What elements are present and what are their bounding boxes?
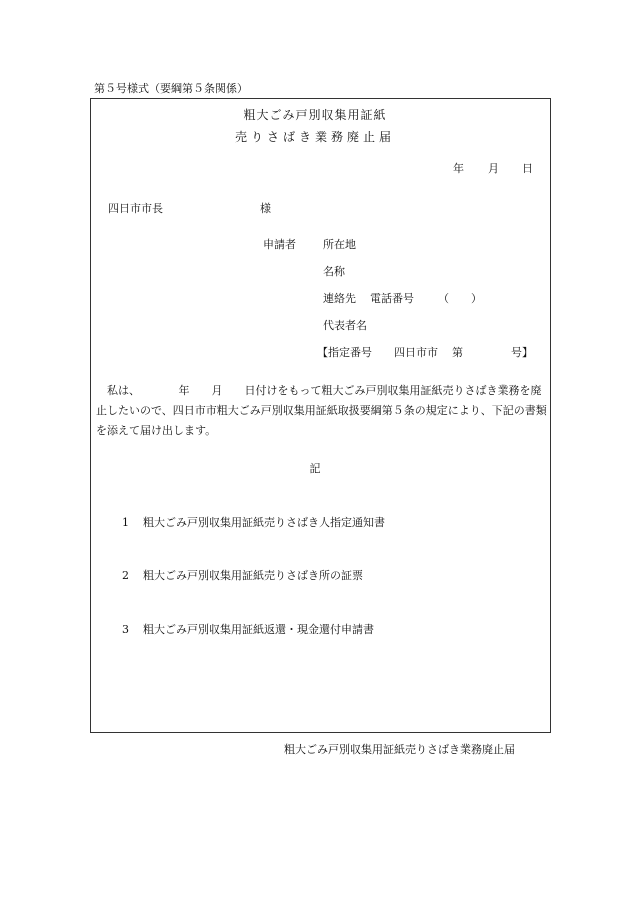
list-item-3-number: 3 <box>122 623 129 636</box>
contact-label: 連絡先 <box>323 292 356 305</box>
addressee-honorific: 様 <box>260 202 271 215</box>
title-line1: 粗大ごみ戸別収集用証紙 <box>243 108 387 122</box>
date-month: 月 <box>488 162 499 175</box>
form-label: 第５号様式（要綱第５条関係） <box>94 82 248 95</box>
list-item-1-text: 粗大ごみ戸別収集用証紙売りさばき人指定通知書 <box>143 516 385 529</box>
title-line2: 売りさばき業務廃止届 <box>234 130 395 144</box>
name-label: 名称 <box>323 265 345 278</box>
list-item-3-text: 粗大ごみ戸別収集用証紙返還・現金還付申請書 <box>143 623 374 636</box>
phone-label: 電話番号 <box>370 292 414 305</box>
list-item-2-text: 粗大ごみ戸別収集用証紙売りさばき所の証票 <box>143 569 363 582</box>
designation-number-suffix: 号】 <box>511 346 533 359</box>
applicant-label: 申請者 <box>263 238 296 251</box>
footer-title: 粗大ごみ戸別収集用証紙売りさばき業務廃止届 <box>284 743 515 756</box>
representative-label: 代表者名 <box>323 319 367 332</box>
designation-city: 四日市市 <box>394 346 438 359</box>
body-text: 私は、 年 月 日付けをもって粗大ごみ戸別収集用証紙売りさばき業務を廃止したいので、四日市市粗大ごみ戸別収集用証紙取扱要綱第５条の規定により、下記の書類を添えて届け出します。 <box>96 384 547 437</box>
list-item-1-number: 1 <box>122 516 129 529</box>
addressee-name: 四日市市長 <box>108 202 163 215</box>
designation-label: 【指定番号 <box>317 346 372 359</box>
ki-label: 記 <box>309 462 321 475</box>
date-year: 年 <box>453 162 464 175</box>
designation-number-prefix: 第 <box>452 346 463 359</box>
date-day: 日 <box>522 162 533 175</box>
phone-format: （ ） <box>438 292 482 305</box>
list-item-2-number: 2 <box>122 569 129 582</box>
address-label: 所在地 <box>323 238 356 251</box>
